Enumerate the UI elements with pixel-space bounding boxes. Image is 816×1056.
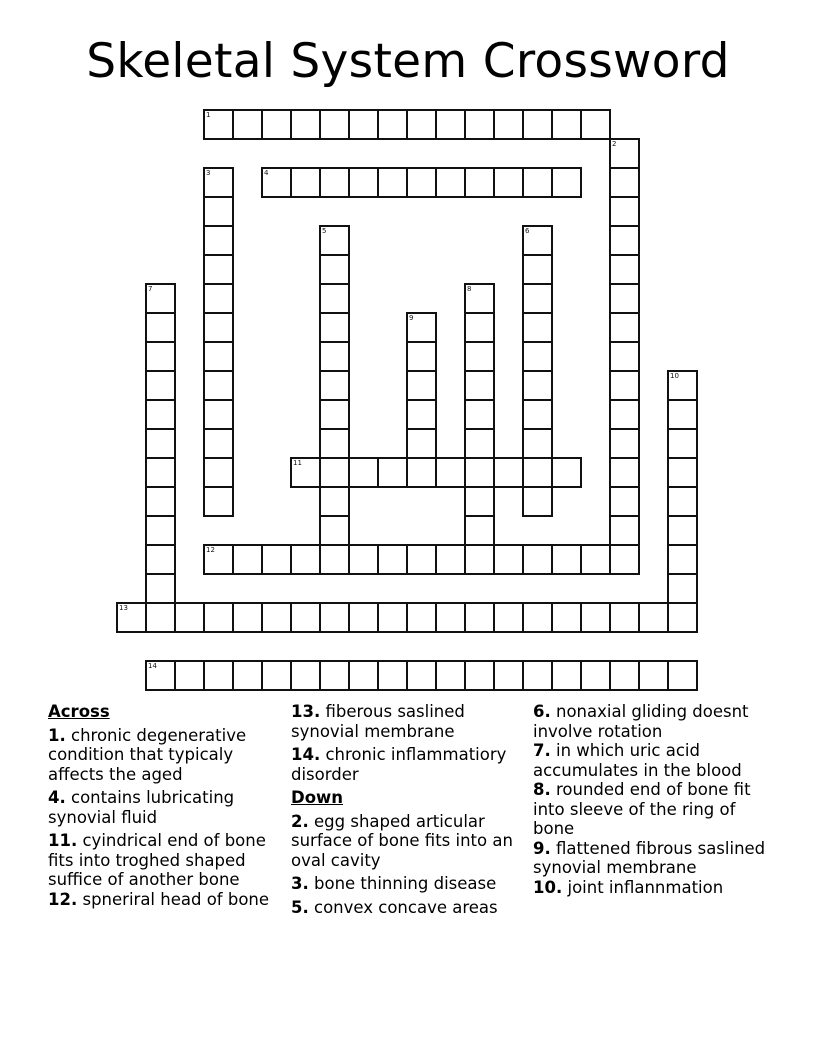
clue-number-label: 5 (322, 227, 327, 235)
clue-across-4 (48, 788, 288, 827)
crossword-cell[interactable] (348, 602, 379, 633)
crossword-cell[interactable] (609, 515, 640, 546)
crossword-cell[interactable] (551, 457, 582, 488)
crossword-cell[interactable] (406, 370, 437, 401)
clue-down-2 (291, 812, 526, 871)
crossword-cell[interactable] (290, 167, 321, 198)
crossword-cell[interactable] (609, 602, 640, 633)
crossword-cell[interactable] (348, 544, 379, 575)
crossword-cell[interactable] (435, 660, 466, 691)
crossword-cell[interactable] (319, 341, 350, 372)
crossword-cell[interactable] (464, 370, 495, 401)
across-heading: Across (48, 702, 110, 721)
crossword-cell[interactable] (522, 370, 553, 401)
crossword-cell[interactable] (319, 167, 350, 198)
crossword-cell[interactable] (319, 312, 350, 343)
clue-down-10 (533, 878, 773, 898)
crossword-cell[interactable] (319, 283, 350, 314)
crossword-cell[interactable] (319, 109, 350, 140)
crossword-cell[interactable] (580, 544, 611, 575)
crossword-cell[interactable] (551, 544, 582, 575)
crossword-cell[interactable] (145, 399, 176, 430)
clue-number: 13. (291, 702, 321, 721)
crossword-cell[interactable] (377, 167, 408, 198)
clues-column-1 (48, 702, 288, 913)
clue-text: cyindrical end of bone fits into troghed shaped suffice of another bone (48, 831, 266, 889)
crossword-cell[interactable] (493, 544, 524, 575)
crossword-cell[interactable] (609, 457, 640, 488)
crossword-cell[interactable] (406, 341, 437, 372)
clue-across-11 (48, 831, 288, 890)
crossword-cell[interactable] (203, 660, 234, 691)
crossword-cell[interactable] (203, 109, 234, 140)
crossword-cell[interactable] (203, 399, 234, 430)
clue-text: in which uric acid accumulates in the blood (533, 741, 742, 780)
crossword-cell[interactable] (406, 660, 437, 691)
crossword-cell[interactable] (435, 109, 466, 140)
down-heading: Down (291, 788, 344, 807)
crossword-cell[interactable] (203, 341, 234, 372)
crossword-cell[interactable] (464, 515, 495, 546)
crossword-cell[interactable] (319, 399, 350, 430)
crossword-cell[interactable] (435, 167, 466, 198)
crossword-cell[interactable] (522, 602, 553, 633)
clue-across-1 (48, 726, 288, 785)
crossword-cell[interactable] (319, 254, 350, 285)
crossword-cell[interactable] (464, 312, 495, 343)
clue-number-label: 4 (264, 169, 269, 177)
clue-down-8 (533, 780, 773, 839)
crossword-cell[interactable] (667, 399, 698, 430)
clue-number: 7. (533, 741, 551, 760)
crossword-cell[interactable] (522, 225, 553, 256)
clue-down-7 (533, 741, 773, 780)
crossword-cell[interactable] (464, 283, 495, 314)
clue-number-label: 10 (670, 372, 679, 380)
crossword-cell[interactable] (609, 312, 640, 343)
crossword-cell[interactable] (377, 660, 408, 691)
crossword-cell[interactable] (406, 109, 437, 140)
crossword-cell[interactable] (522, 544, 553, 575)
clue-text: joint inflannmation (567, 877, 724, 897)
crossword-cell[interactable] (377, 457, 408, 488)
crossword-cell[interactable] (464, 341, 495, 372)
crossword-cell[interactable] (406, 544, 437, 575)
clue-number-label: 8 (467, 285, 472, 293)
clue-down-6 (533, 702, 773, 741)
crossword-cell[interactable] (145, 457, 176, 488)
clue-down-5 (291, 898, 526, 918)
crossword-cell[interactable] (145, 573, 176, 604)
crossword-cell[interactable] (232, 660, 263, 691)
crossword-cell[interactable] (377, 544, 408, 575)
crossword-cell[interactable] (551, 602, 582, 633)
crossword-cell[interactable] (348, 109, 379, 140)
clue-text: fiberous saslined synovial membrane (291, 702, 465, 741)
crossword-cell[interactable] (348, 660, 379, 691)
clue-number: 14. (291, 745, 321, 764)
clue-text: flattened fibrous saslined synovial membrane (533, 838, 766, 877)
crossword-cell[interactable] (522, 167, 553, 198)
crossword-cell[interactable] (174, 602, 205, 633)
crossword-cell[interactable] (145, 341, 176, 372)
crossword-cell[interactable] (609, 486, 640, 517)
crossword-cell[interactable] (609, 660, 640, 691)
crossword-cell[interactable] (464, 544, 495, 575)
crossword-cell[interactable] (551, 109, 582, 140)
crossword-cell[interactable] (406, 167, 437, 198)
clue-number-label: 6 (525, 227, 530, 235)
crossword-cell[interactable] (145, 370, 176, 401)
crossword-cell[interactable] (667, 602, 698, 633)
clue-number: 4. (48, 788, 66, 807)
crossword-cell[interactable] (522, 660, 553, 691)
clue-number-label: 14 (148, 662, 157, 670)
crossword-cell[interactable] (319, 225, 350, 256)
crossword-cell[interactable] (319, 370, 350, 401)
clue-number-label: 1 (206, 111, 211, 119)
crossword-cell[interactable] (464, 660, 495, 691)
clue-number: 2. (291, 811, 309, 831)
crossword-cell[interactable] (348, 167, 379, 198)
clue-text: contains lubricating synovial fluid (48, 788, 235, 827)
crossword-cell[interactable] (145, 515, 176, 546)
crossword-cell[interactable] (435, 457, 466, 488)
crossword-cell[interactable] (232, 602, 263, 633)
crossword-cell[interactable] (406, 312, 437, 343)
clue-text: bone thinning disease (314, 874, 497, 893)
crossword-cell[interactable] (522, 254, 553, 285)
crossword-cell[interactable] (261, 544, 292, 575)
crossword-cell[interactable] (319, 544, 350, 575)
crossword-cell[interactable] (522, 486, 553, 517)
crossword-cell[interactable] (493, 457, 524, 488)
crossword-cell[interactable] (319, 486, 350, 517)
crossword-cell[interactable] (435, 602, 466, 633)
crossword-cell[interactable] (667, 486, 698, 517)
crossword-cell[interactable] (464, 486, 495, 517)
clue-text: nonaxial gliding doesnt involve rotation (533, 702, 749, 741)
crossword-cell[interactable] (406, 399, 437, 430)
crossword-cell[interactable] (145, 486, 176, 517)
crossword-cell[interactable] (261, 660, 292, 691)
crossword-cell[interactable] (580, 660, 611, 691)
crossword-cell[interactable] (290, 109, 321, 140)
crossword-cell[interactable] (435, 544, 466, 575)
clues-column-2 (291, 702, 526, 921)
crossword-cell[interactable] (667, 457, 698, 488)
clue-number-label: 9 (409, 314, 414, 322)
crossword-cell[interactable] (609, 399, 640, 430)
crossword-cell[interactable] (667, 428, 698, 459)
crossword-cell[interactable] (609, 370, 640, 401)
clue-number: 3. (291, 874, 309, 893)
crossword-cell[interactable] (638, 660, 669, 691)
crossword-cell[interactable] (203, 225, 234, 256)
clue-number: 5. (291, 897, 309, 917)
clue-number-label: 7 (148, 285, 153, 293)
crossword-cell[interactable] (493, 602, 524, 633)
crossword-cell[interactable] (290, 602, 321, 633)
crossword-cell[interactable] (145, 544, 176, 575)
clue-number: 11. (48, 831, 78, 850)
crossword-cell[interactable] (609, 428, 640, 459)
crossword-cell[interactable] (261, 602, 292, 633)
crossword-cell[interactable] (145, 602, 176, 633)
crossword-cell[interactable] (638, 602, 669, 633)
clue-down-3 (291, 874, 526, 894)
clue-text: spneriral head of bone (82, 889, 270, 909)
crossword-cell[interactable] (290, 457, 321, 488)
crossword-cell[interactable] (609, 341, 640, 372)
clue-number: 10. (533, 877, 563, 897)
crossword-cell[interactable] (609, 167, 640, 198)
clue-text: rounded end of bone fit into sleeve of the ring of bone (533, 780, 751, 838)
clue-across-14 (291, 745, 526, 784)
clue-number: 6. (533, 702, 551, 721)
crossword-cell[interactable] (145, 312, 176, 343)
clue-text: egg shaped articular surface of bone fits into an oval cavity (291, 811, 513, 870)
crossword-cell[interactable] (609, 196, 640, 227)
crossword-cell[interactable] (580, 109, 611, 140)
crossword-cell[interactable] (522, 283, 553, 314)
crossword-cell[interactable] (667, 515, 698, 546)
crossword-cell[interactable] (145, 283, 176, 314)
crossword-cell[interactable] (319, 660, 350, 691)
crossword-cell[interactable] (261, 109, 292, 140)
crossword-cell[interactable] (174, 660, 205, 691)
crossword-cell[interactable] (319, 515, 350, 546)
clue-number: 8. (533, 780, 551, 799)
clue-across-13 (291, 702, 526, 741)
crossword-cell[interactable] (203, 457, 234, 488)
clue-across-12 (48, 890, 288, 910)
crossword-cell[interactable] (464, 428, 495, 459)
crossword-cell[interactable] (261, 167, 292, 198)
crossword-cell[interactable] (319, 457, 350, 488)
clue-number: 1. (48, 725, 66, 745)
crossword-cell[interactable] (609, 283, 640, 314)
crossword-cell[interactable] (203, 486, 234, 517)
crossword-cell[interactable] (232, 109, 263, 140)
crossword-cell[interactable] (609, 544, 640, 575)
crossword-cell[interactable] (203, 370, 234, 401)
page-title: Skeletal System Crossword (86, 34, 730, 89)
crossword-cell[interactable] (319, 428, 350, 459)
crossword-cell[interactable] (522, 312, 553, 343)
crossword-cell[interactable] (464, 109, 495, 140)
clue-number-label: 3 (206, 169, 211, 177)
crossword-cell[interactable] (551, 167, 582, 198)
clue-text: chronic inflammatiory disorder (291, 745, 507, 784)
crossword-cell[interactable] (464, 602, 495, 633)
crossword-cell[interactable] (406, 428, 437, 459)
clue-number-label: 12 (206, 546, 215, 554)
crossword-cell[interactable] (145, 428, 176, 459)
clue-down-9 (533, 839, 773, 878)
crossword-cell[interactable] (464, 399, 495, 430)
clue-text: chronic degenerative condition that typicaly affects the aged (48, 725, 247, 784)
crossword-cell[interactable] (464, 457, 495, 488)
crossword-cell[interactable] (203, 544, 234, 575)
crossword-cell[interactable] (522, 428, 553, 459)
clue-text: convex concave areas (314, 897, 498, 917)
crossword-cell[interactable] (551, 660, 582, 691)
crossword-cell[interactable] (667, 573, 698, 604)
crossword-cell[interactable] (522, 341, 553, 372)
clue-number: 9. (533, 838, 551, 858)
crossword-cell[interactable] (609, 138, 640, 169)
crossword-cell[interactable] (203, 254, 234, 285)
crossword-cell[interactable] (406, 602, 437, 633)
clue-number-label: 13 (119, 604, 128, 612)
crossword-cell[interactable] (290, 544, 321, 575)
crossword-cell[interactable] (609, 225, 640, 256)
crossword-cell[interactable] (203, 428, 234, 459)
crossword-cell[interactable] (232, 544, 263, 575)
crossword-cell[interactable] (203, 196, 234, 227)
crossword-cell[interactable] (348, 457, 379, 488)
crossword-cell[interactable] (464, 167, 495, 198)
clue-number-label: 2 (612, 140, 617, 148)
crossword-cell[interactable] (377, 602, 408, 633)
crossword-cell[interactable] (406, 457, 437, 488)
crossword-cell[interactable] (493, 167, 524, 198)
crossword-cell[interactable] (522, 457, 553, 488)
crossword-cell[interactable] (203, 602, 234, 633)
crossword-cell[interactable] (667, 660, 698, 691)
crossword-cell[interactable] (667, 544, 698, 575)
clue-number: 12. (48, 889, 78, 909)
crossword-cell[interactable] (493, 109, 524, 140)
crossword-cell[interactable] (377, 109, 408, 140)
crossword-cell[interactable] (522, 399, 553, 430)
crossword-cell[interactable] (522, 109, 553, 140)
crossword-cell[interactable] (580, 602, 611, 633)
crossword-cell[interactable] (203, 283, 234, 314)
crossword-cell[interactable] (203, 167, 234, 198)
crossword-cell[interactable] (319, 602, 350, 633)
crossword-cell[interactable] (116, 602, 147, 633)
crossword-cell[interactable] (290, 660, 321, 691)
crossword-cell[interactable] (145, 660, 176, 691)
crossword-cell[interactable] (667, 370, 698, 401)
clue-number-label: 11 (293, 459, 302, 467)
clues-column-3 (533, 702, 773, 901)
crossword-cell[interactable] (493, 660, 524, 691)
crossword-cell[interactable] (203, 312, 234, 343)
crossword-cell[interactable] (609, 254, 640, 285)
